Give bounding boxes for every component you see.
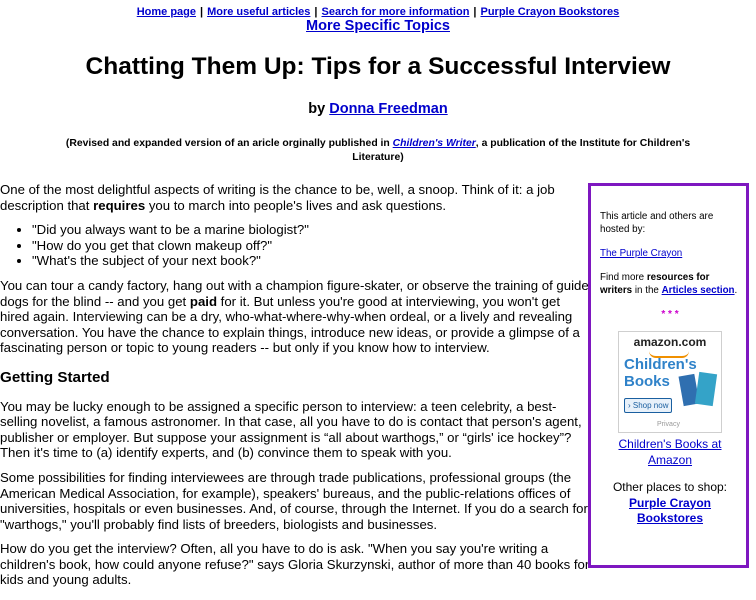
get-interview-paragraph: How do you get the interview? Often, all you have to do is ask. "When you say you're writing a children's book, how could anyone refuse?" says Gloria Skurzynski, author of more than 40 books for kids and young adults. bbox=[0, 541, 590, 588]
possibilities-paragraph: Some possibilities for finding interviewees are through trade publications, professional groups (the American Medical Association, for example), speakers' bureaus, and the public-relations offices of universities, hospitals or even businesses. And, of course, through the Internet. If you do a search for "warthogs," you'll probably find lists of breeders, biologists and businesses. bbox=[0, 469, 588, 532]
assignment-paragraph: You may be lucky enough to be assigned a specific person to interview: a teen celebrity, a best-selling novelist, a famous astronomer. In that case, all you have to do is contact that person's agent, publisher or employer. But suppose your assignment is “all about warthogs,” or “girls' ice hockey”? Then it's time to (a) identify experts, and (b) convince them to speak with you. bbox=[0, 398, 582, 461]
top-navigation bbox=[0, 5, 756, 19]
intro-emphasis: requires bbox=[93, 197, 146, 213]
nav-link-bookstores[interactable]: Purple Crayon Bookstores bbox=[480, 6, 620, 18]
find-more-text: Find more bbox=[600, 272, 645, 283]
author-link[interactable]: Donna Freedman bbox=[329, 101, 448, 117]
candy-factory-paragraph bbox=[0, 278, 590, 356]
nav-separator: | bbox=[473, 6, 477, 18]
more-specific-topics-link[interactable]: More Specific Topics bbox=[306, 18, 450, 34]
amazon-logo: amazon.com bbox=[633, 335, 707, 349]
amazon-banner-title: Children's Books bbox=[624, 356, 697, 390]
intro-text-end: you to march into people's lives and ask questions. bbox=[148, 197, 447, 213]
question-list bbox=[0, 222, 590, 269]
article-body bbox=[0, 182, 590, 597]
nav-separator: | bbox=[314, 6, 318, 18]
nav-link-search[interactable]: Search for more information bbox=[321, 6, 470, 18]
revision-note bbox=[50, 137, 706, 165]
other-shops bbox=[600, 480, 740, 527]
paragraph-text-end: for it. But unless you're good at interviewing, you won't get hired again. Interviewing can be a dry, who-what-where-why-when ordeal, or a lively and revealing conversation. You have the chance to explain things, introduce new ideas, or provide a glimpse of a fascinating person or topic to young readers -- but only if you know how to interview. bbox=[0, 293, 580, 356]
section-heading: Getting Started bbox=[0, 368, 110, 386]
sidebar-box bbox=[588, 183, 749, 568]
paragraph-text: You can tour a candy factory, hang out with a champion figure-skater, or observe the training of guide dogs for the blind -- and you get bbox=[0, 277, 589, 309]
hosted-by bbox=[600, 210, 740, 236]
host-row bbox=[600, 247, 740, 260]
find-more bbox=[600, 271, 740, 297]
book-icon bbox=[695, 372, 717, 406]
list-item: • "How do you get that clown makeup off?" bbox=[32, 238, 590, 254]
byline-prefix: by bbox=[308, 101, 326, 117]
nav-link-home[interactable]: Home page bbox=[136, 6, 197, 18]
page-title: Chatting Them Up: Tips for a Successful Interview bbox=[85, 53, 671, 80]
intro-text: One of the most delightful aspects of writing is the chance to be, well, a snoop. Think of it: a job description that bbox=[0, 182, 555, 213]
nav-link-articles[interactable]: More useful articles bbox=[207, 6, 311, 18]
childrens-books-amazon-link[interactable]: Children's Books at Amazon bbox=[618, 437, 722, 467]
intro-paragraph bbox=[0, 182, 590, 213]
list-item: • "Did you always want to be a marine biologist?" bbox=[32, 222, 590, 238]
shop-now-button[interactable]: › Shop now bbox=[624, 398, 672, 413]
paragraph-emphasis: paid bbox=[189, 293, 217, 309]
other-shops-label: Other places to shop: bbox=[612, 480, 728, 494]
revision-note-prefix: (Revised and expanded version of an aricle orginally published in bbox=[65, 138, 390, 149]
find-more-emphasis: resources for writers bbox=[600, 272, 710, 296]
amazon-banner[interactable] bbox=[618, 331, 722, 433]
revision-note-suffix: , a publication of the Institute for Children's Literature) bbox=[352, 138, 691, 163]
articles-section-link[interactable]: Articles section bbox=[661, 285, 735, 296]
purple-crayon-link[interactable]: The Purple Crayon bbox=[600, 248, 683, 259]
find-more-mid: in the bbox=[634, 285, 659, 296]
kids-books-row bbox=[600, 437, 740, 468]
hosted-by-text: This article and others are hosted by: bbox=[600, 211, 714, 235]
amazon-privacy-link[interactable]: Privacy bbox=[657, 421, 680, 428]
byline bbox=[0, 101, 756, 117]
publication-link[interactable]: Children's Writer bbox=[392, 138, 476, 149]
list-item: • "What's the subject of your next book?" bbox=[32, 253, 590, 269]
purple-crayon-bookstores-link[interactable]: Purple Crayon Bookstores bbox=[628, 495, 712, 525]
divider-stars: * * * bbox=[661, 309, 679, 320]
nav-separator: | bbox=[200, 6, 204, 18]
find-more-period: . bbox=[734, 285, 738, 296]
topics-link-row bbox=[0, 18, 756, 34]
